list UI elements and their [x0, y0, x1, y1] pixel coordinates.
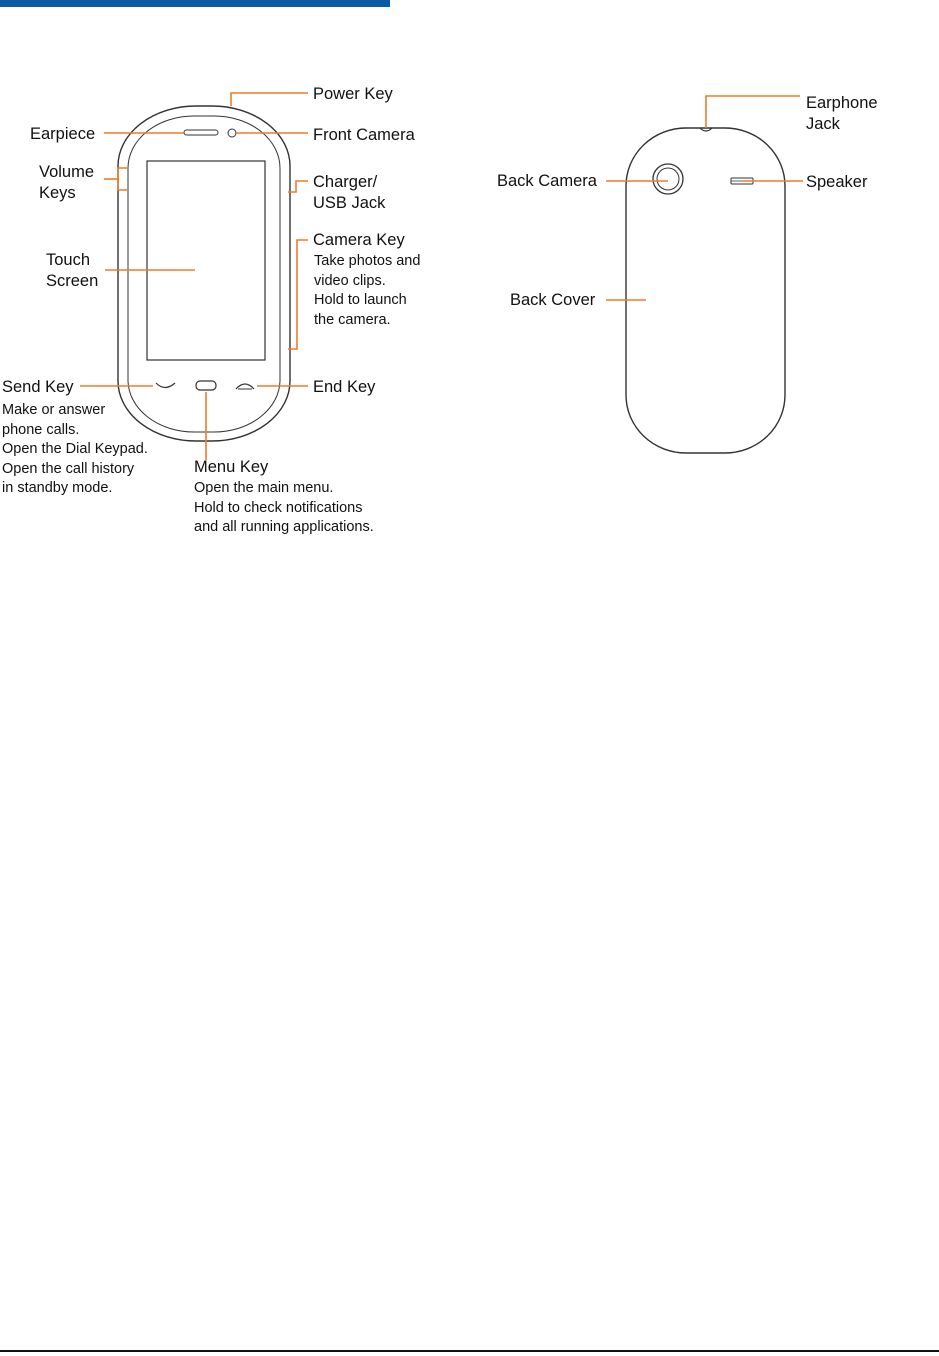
speaker-label: Speaker — [806, 173, 868, 191]
send-key-desc-line: Open the call history — [2, 460, 135, 477]
end-key-label: End Key — [313, 378, 376, 396]
menu-key-description — [194, 479, 374, 538]
menu-key-desc-line: Open the main menu. — [194, 480, 334, 496]
send-key-desc-line: phone calls. — [2, 421, 80, 438]
earpiece-slot — [184, 130, 218, 135]
back-cover-label: Back Cover — [510, 291, 596, 309]
volume-keys-label-line2: Keys — [39, 184, 76, 202]
send-key-description — [2, 401, 148, 499]
front-camera-label: Front Camera — [313, 126, 415, 144]
front-phone-screen — [147, 161, 265, 360]
menu-key-label: Menu Key — [194, 458, 269, 476]
front-camera-lens — [228, 129, 236, 137]
menu-key-icon — [196, 381, 216, 390]
power-key-callout — [231, 93, 308, 106]
camera-key-desc-line: the camera. — [314, 311, 391, 328]
camera-key-callout — [288, 240, 308, 349]
front-phone — [118, 106, 290, 441]
back-phone — [626, 128, 785, 453]
camera-key-desc-line: video clips. — [314, 272, 386, 289]
volume-keys-callout — [118, 168, 128, 190]
menu-key-desc-line: and all running applications. — [194, 519, 374, 535]
camera-key-label: Camera Key — [313, 231, 405, 249]
send-key-label: Send Key — [2, 378, 74, 396]
end-key-icon — [236, 384, 254, 389]
volume-keys-label-line1: Volume — [39, 163, 95, 181]
back-phone-body — [626, 128, 785, 453]
earphone-jack-label-line2: Jack — [806, 115, 840, 133]
touch-screen-label-line1: Touch — [46, 251, 91, 269]
charger-label-line2: USB Jack — [313, 194, 386, 212]
earpiece-label: Earpiece — [30, 125, 96, 143]
send-key-icon — [156, 383, 175, 388]
back-camera-label: Back Camera — [497, 172, 597, 190]
charger-label-line1: Charger/ — [313, 173, 378, 191]
footer-rule — [0, 1350, 939, 1352]
send-key-desc-line: in standby mode. — [2, 480, 113, 496]
charger-callout — [288, 181, 308, 192]
earphone-jack-label-line1: Earphone — [806, 94, 878, 112]
camera-key-description — [314, 252, 420, 330]
touch-screen-label-line2: Screen — [46, 272, 99, 290]
back-camera-lens — [657, 168, 679, 190]
front-phone-outer-body — [118, 106, 290, 441]
power-key-label: Power Key — [313, 85, 393, 103]
camera-key-desc-line: Take photos and — [314, 253, 421, 269]
send-key-desc-line: Open the Dial Keypad. — [2, 441, 148, 457]
camera-key-desc-line: Hold to launch — [314, 292, 407, 308]
send-key-desc-line: Make or answer — [2, 402, 106, 418]
front-phone-inner-bezel — [128, 116, 280, 432]
menu-key-desc-line: Hold to check notifications — [194, 499, 363, 516]
back-callouts — [606, 96, 803, 300]
earphone-jack-callout — [706, 96, 800, 128]
